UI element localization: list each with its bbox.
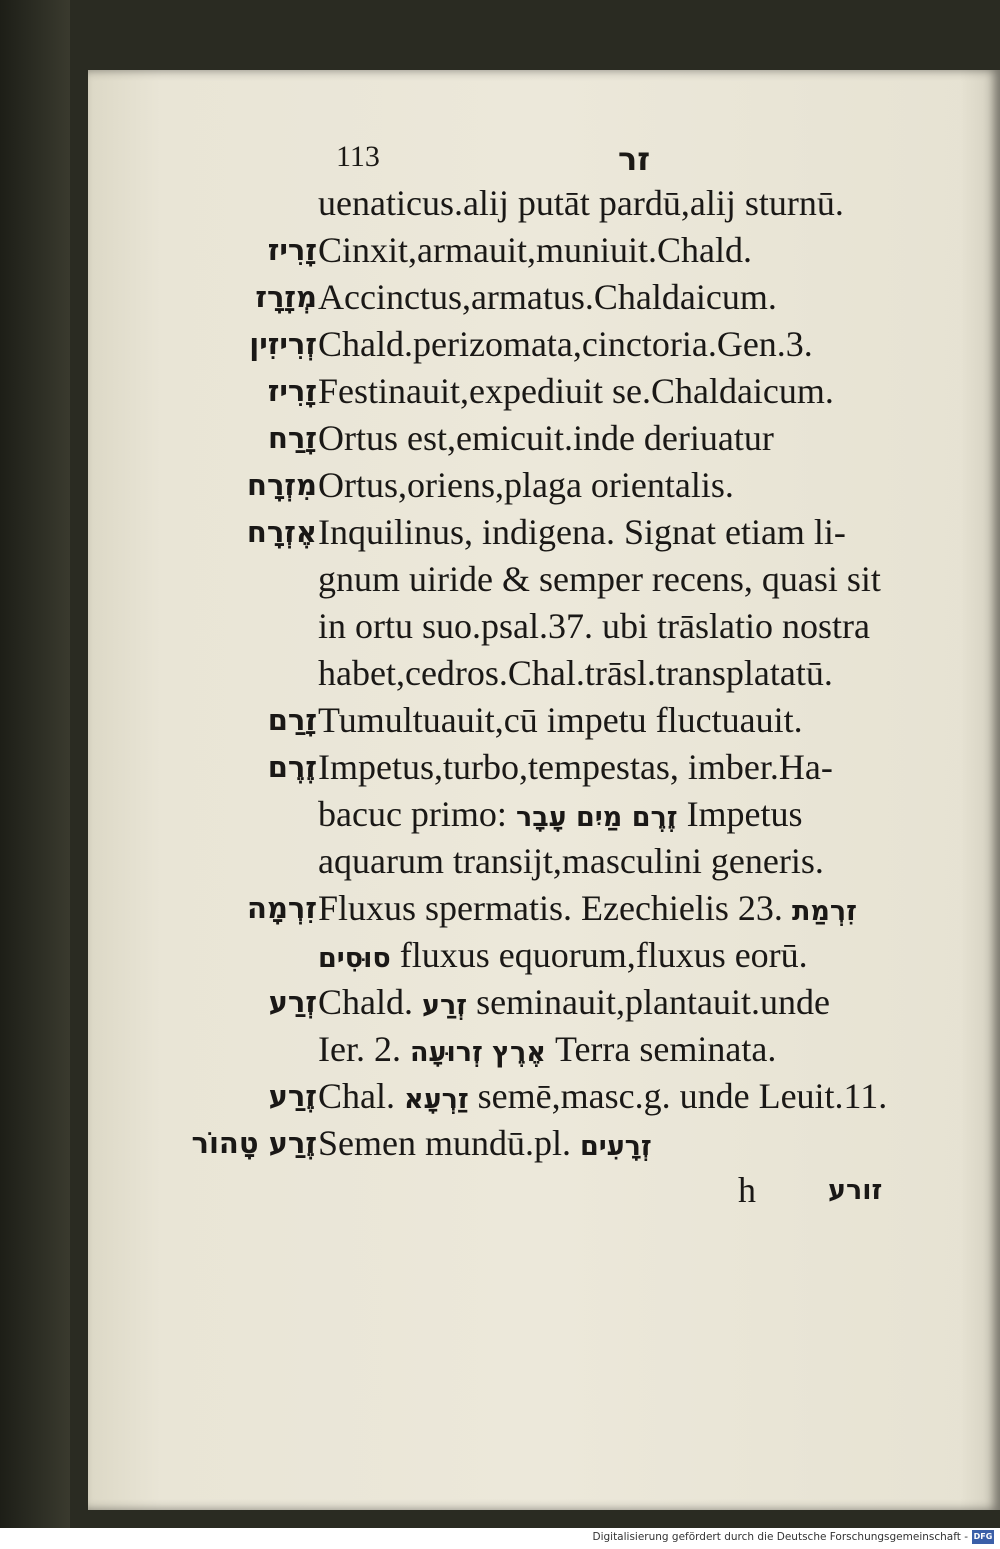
- text-segment: seminauit,plantauit.unde: [476, 982, 830, 1022]
- dfg-logo-icon: DFG: [972, 1530, 994, 1544]
- text-segment: Semen mundū.pl.: [318, 1123, 571, 1163]
- text-segment: Terra seminata.: [554, 1029, 777, 1069]
- line-text: [318, 932, 808, 982]
- body-text: [0, 180, 1000, 1214]
- text-line: [0, 227, 1000, 274]
- running-head: זר: [618, 140, 651, 178]
- text-segment: Impetus: [686, 794, 803, 834]
- signature-mark: h: [738, 1170, 756, 1210]
- line-text: [318, 885, 857, 935]
- line-text: Ortus est,emicuit.inde deriuatur: [318, 418, 774, 458]
- inline-hebrew: זַרְעָא: [404, 1084, 469, 1115]
- hebrew-headword: אֶזְרָח: [246, 515, 317, 549]
- hebrew-headword: זְרִיזִין: [249, 327, 317, 361]
- hebrew-headword: מִזְרָח: [247, 468, 317, 502]
- text-line: [0, 1120, 1000, 1167]
- text-segment: Fluxus spermatis. Ezechielis 23.: [318, 888, 783, 928]
- folio-number: 113: [336, 140, 380, 173]
- inline-hebrew: סוּסִים: [318, 943, 391, 974]
- text-line: [0, 368, 1000, 415]
- line-text: Inquilinus, indigena. Signat etiam li-: [318, 512, 846, 552]
- catchword: זורע: [828, 1175, 883, 1206]
- text-line: [0, 744, 1000, 791]
- line-text: Impetus,turbo,tempestas, imber.Ha-: [318, 747, 833, 787]
- text-line: [0, 321, 1000, 368]
- text-line: [0, 932, 1000, 979]
- text-line: [0, 462, 1000, 509]
- hebrew-headword: זָרִיז: [267, 374, 317, 408]
- inline-hebrew: זְרַע: [422, 990, 468, 1021]
- inline-hebrew: זְרָעִים: [579, 1131, 652, 1162]
- text-line: [0, 415, 1000, 462]
- text-line: [0, 603, 1000, 650]
- line-text: Cinxit,armauit,muniuit.Chald.: [318, 230, 752, 270]
- hebrew-headword: זָרַם: [267, 703, 317, 737]
- line-text: Ortus,oriens,plaga orientalis.: [318, 465, 734, 505]
- text-segment: bacuc primo:: [318, 794, 507, 834]
- text-segment: Chal.: [318, 1076, 395, 1116]
- text-segment: Ier. 2.: [318, 1029, 401, 1069]
- hebrew-headword: מְזָרָז: [255, 280, 317, 314]
- hebrew-headword: זֶרֶם: [267, 750, 317, 784]
- hebrew-headword: זְרַע: [268, 985, 317, 1019]
- line-text: Accinctus,armatus.Chaldaicum.: [318, 277, 777, 317]
- text-line: [0, 1073, 1000, 1120]
- footer-line: [0, 1167, 1000, 1214]
- line-text: Chald.perizomata,cinctoria.Gen.3.: [318, 324, 813, 364]
- hebrew-headword: זִרְמָה: [247, 891, 317, 925]
- hebrew-headword: זָרִיז: [267, 233, 317, 267]
- line-text: [318, 1120, 652, 1170]
- line-text: [318, 979, 830, 1029]
- text-line: [0, 979, 1000, 1026]
- text-line: [0, 274, 1000, 321]
- line-text: [318, 791, 803, 841]
- text-line: [0, 697, 1000, 744]
- line-text: uenaticus.alij putāt pardū,alij sturnū.: [318, 183, 844, 223]
- hebrew-headword: זֶרַע: [268, 1079, 317, 1113]
- inline-hebrew: אֶרֶץ זְרוּעָה: [409, 1037, 546, 1068]
- inline-hebrew: זֶרֶם מַיִם עָבָר: [515, 802, 678, 833]
- line-text: Festinauit,expediuit se.Chaldaicum.: [318, 371, 834, 411]
- text-line: [0, 838, 1000, 885]
- line-text: Tumultuauit,cū impetu fluctuauit.: [318, 700, 803, 740]
- text-line: [0, 556, 1000, 603]
- text-line: [0, 509, 1000, 556]
- hebrew-headword: זֶרַע טָהוֹר: [191, 1126, 317, 1160]
- line-text: [318, 1073, 887, 1123]
- text-segment: semē,masc.g. unde Leuit.11.: [477, 1076, 888, 1116]
- text-line: [0, 885, 1000, 932]
- line-text: habet,cedros.Chal.trāsl.transplatatū.: [318, 653, 833, 693]
- text-segment: fluxus equorum,fluxus eorū.: [399, 935, 808, 975]
- line-text: in ortu suo.psal.37. ubi trāslatio nostra: [318, 606, 870, 646]
- text-line: [0, 180, 1000, 227]
- credit-text: Digitalisierung gefördert durch die Deutsche Forschungsgemeinschaft -: [592, 1531, 968, 1543]
- text-segment: Chald.: [318, 982, 413, 1022]
- inline-hebrew: זִרְמַת: [791, 896, 857, 927]
- line-text: aquarum transijt,masculini generis.: [318, 841, 824, 881]
- hebrew-headword: זָרַח: [268, 421, 317, 455]
- line-text: [318, 1026, 776, 1076]
- text-line: [0, 1026, 1000, 1073]
- text-line: [0, 791, 1000, 838]
- credit-bar: [0, 1528, 1000, 1549]
- line-text: gnum uiride & semper recens, quasi sit: [318, 559, 881, 599]
- text-line: [0, 650, 1000, 697]
